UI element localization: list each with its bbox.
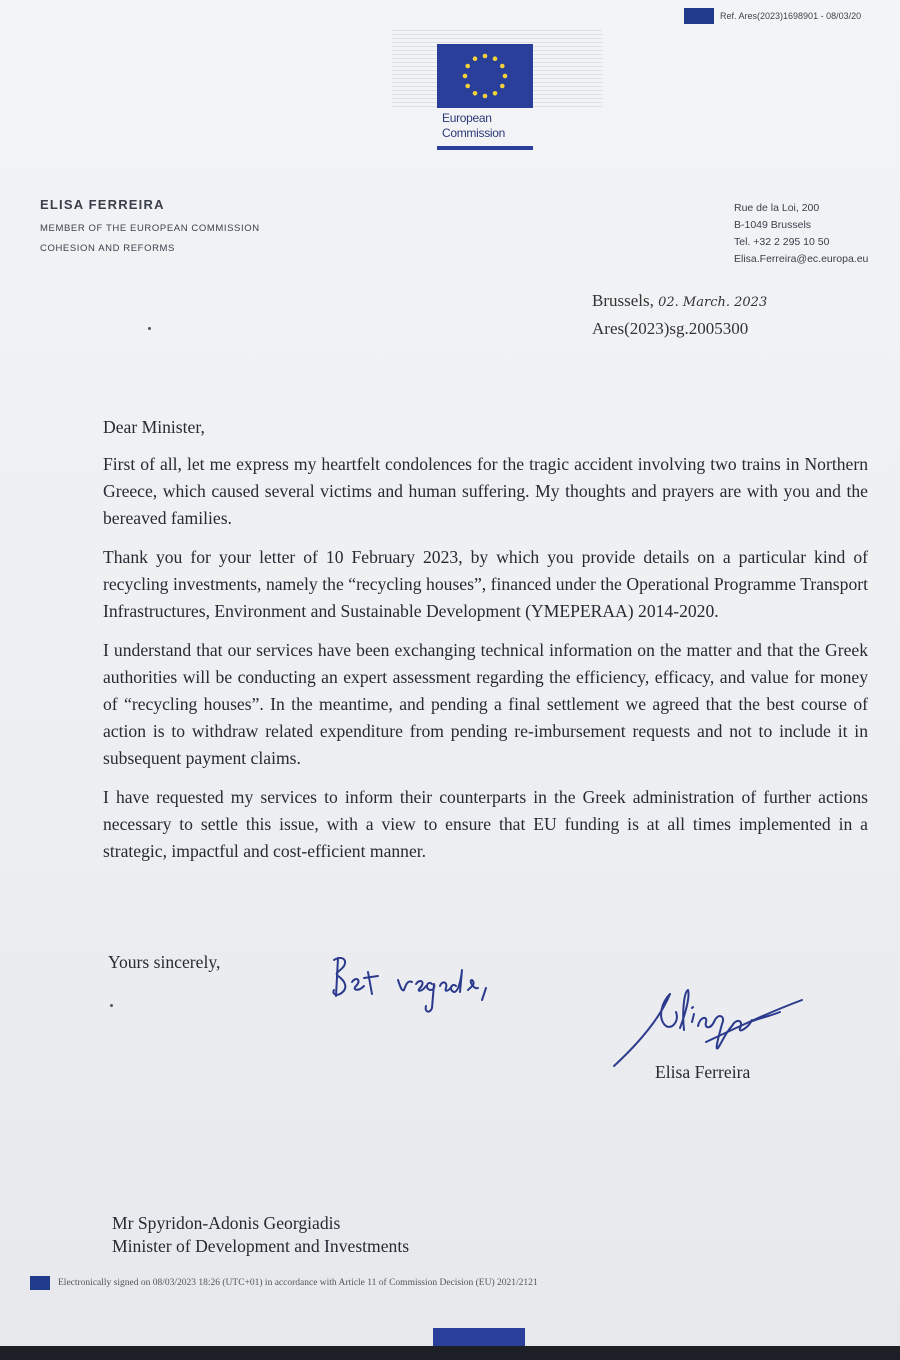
paragraph: First of all, let me express my heartfelt condolences for the tragic accident involving two trains in Northern Greece, which caused several victims and human suffering. My thoughts and prayers are with you and the bereaved families. bbox=[103, 454, 868, 528]
recipient-block bbox=[112, 1212, 409, 1258]
ares-number: Ares(2023)sg.2005300 bbox=[592, 319, 749, 338]
eu-flag-icon bbox=[684, 8, 714, 24]
eu-flag-small-icon bbox=[30, 1276, 50, 1290]
address-block bbox=[734, 200, 868, 268]
sender-name: ELISA FERREIRA bbox=[40, 197, 165, 212]
logo-underline bbox=[437, 146, 533, 150]
closing: Yours sincerely, bbox=[108, 952, 221, 972]
recipient-name: Mr Spyridon-Adonis Georgiadis bbox=[112, 1213, 341, 1233]
paragraph: Thank you for your letter of 10 February 2023, by which you provide details on a particular kind of recycling investments, namely the “recycling houses”, financed under the Operational Programme Transport Infrastructures, Environment and Sustainable Development (YMEPERAA) 2014-2020. bbox=[103, 547, 868, 621]
sender-portfolio: COHESION AND REFORMS bbox=[40, 243, 175, 254]
sender-block bbox=[40, 197, 260, 259]
recipient-title: Minister of Development and Investments bbox=[112, 1236, 410, 1256]
eu-flag-logo-icon bbox=[437, 44, 533, 108]
place-date-block bbox=[592, 288, 767, 342]
paragraph: I understand that our services have been exchanging technical information on the matter and that the Greek authorities will be conducting an expert assessment regarding the efficiency, efficacy, and value for money of “recycling houses”. In the meantime, and pending a final settlement we agreed that the best course of action is to withdraw related expenditure from pending re-imbursement requests and not to include it in subsequent payment claims. bbox=[103, 640, 868, 768]
esignature-text: Electronically signed on 08/03/2023 18:26 (UTC+01) in accordance with Article 11 of Commission Decision (EU) 2021/2121 bbox=[58, 1278, 538, 1288]
reference-stamp bbox=[684, 7, 861, 25]
sender-title: MEMBER OF THE EUROPEAN COMMISSION bbox=[40, 223, 260, 234]
paragraph: I have requested my services to inform their counterparts in the Greek administration of further actions necessary to settle this issue, with a view to ensure that EU funding is at all times implemented in a strategic, impactful and cost-efficient manner. bbox=[103, 787, 868, 861]
address-tel: Tel. +32 2 295 10 50 bbox=[734, 236, 830, 248]
electronic-signature-note bbox=[30, 1276, 538, 1290]
address-street: Rue de la Loi, 200 bbox=[734, 202, 820, 214]
address-email: Elisa.Ferreira@ec.europa.eu bbox=[734, 253, 869, 265]
screen-edge bbox=[0, 1346, 900, 1360]
stray-mark bbox=[110, 1004, 113, 1007]
handwritten-note bbox=[328, 950, 508, 1025]
stray-mark bbox=[148, 327, 151, 330]
address-city: B-1049 Brussels bbox=[734, 219, 812, 231]
signer-name: Elisa Ferreira bbox=[655, 1062, 751, 1082]
letter-place: Brussels, bbox=[592, 291, 654, 310]
handwritten-date: 02. March. 2023 bbox=[658, 295, 768, 310]
reference-number: Ref. Ares(2023)1698901 - 08/03/20 bbox=[720, 11, 862, 21]
salutation: Dear Minister, bbox=[103, 417, 205, 437]
logo-wordmark bbox=[442, 111, 505, 141]
logo-line-2: Commission bbox=[442, 126, 506, 140]
logo-line-1: European bbox=[442, 111, 492, 125]
footer-bar bbox=[433, 1328, 525, 1346]
letter-body bbox=[103, 414, 868, 877]
